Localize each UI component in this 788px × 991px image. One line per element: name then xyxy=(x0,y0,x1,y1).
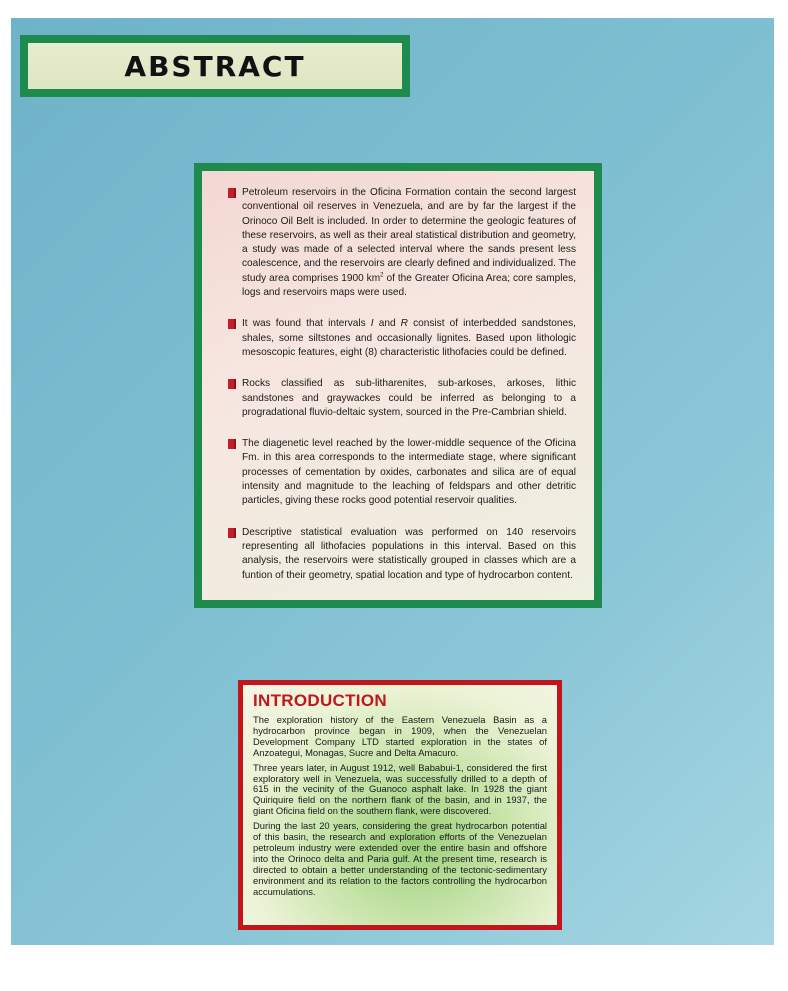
abstract-banner-inner xyxy=(28,43,402,89)
abstract-paragraph-1 xyxy=(228,186,576,300)
abstract-p4-text: The diagenetic level reached by the lower-middle sequence of the Oficina Fm. in this area corresponds to the intermediate stage, where significant processes of cementation by oxides, carbonates and silica are of equal intensity and magnitude to the leaching of feldspars and other detritic particles, giving these rocks good potential reservoir qualities. xyxy=(242,438,576,507)
introduction-title: INTRODUCTION xyxy=(253,691,387,710)
abstract-p1-text-end: of the Greater Oficina Area; core samples, logs and reservoirs maps were used. xyxy=(242,272,576,299)
abstract-content xyxy=(202,171,594,600)
abstract-paragraph-2 xyxy=(228,317,576,360)
bullet-marker-icon xyxy=(228,319,236,329)
introduction-paragraph-1: The exploration history of the Eastern Venezuela Basin as a hydrocarbon province began in 1909, when the Venezuelan Development Company LTD started exploration in the states of Anzoategui, Monagas, Sucre and Delta Amacuro. xyxy=(253,714,547,758)
abstract-box xyxy=(194,163,602,608)
abstract-p1-text: Petroleum reservoirs in the Oficina Formation contain the second largest conventional oil reserves in Venezuela, and are by far the largest if the Orinoco Oil Belt is included. In order to determine the geologic features of these reservoirs, as well as their areal statistical distribution and geometry, a study was made of a selected interval where the sands present less coalescence, and the reservoirs are clearly defined and individualized. The study area comprises 1900 km xyxy=(242,187,576,284)
introduction-content xyxy=(243,685,557,925)
interval-i: I xyxy=(370,318,374,330)
abstract-banner xyxy=(20,35,410,97)
bullet-marker-icon xyxy=(228,439,236,449)
interval-r: R xyxy=(400,318,408,330)
introduction-box xyxy=(238,680,562,930)
abstract-p2-text-b: and xyxy=(373,318,401,330)
abstract-paragraph-3 xyxy=(228,377,576,420)
abstract-paragraph-4 xyxy=(228,437,576,508)
bullet-marker-icon xyxy=(228,188,236,198)
abstract-title: ABSTRACT xyxy=(124,49,306,83)
introduction-paragraph-2: Three years later, in August 1912, well Bababui-1, considered the first exploratory well in Venezuela, was successfully drilled to a depth of 615 in the vecinity of the Guanoco asphalt lake. In 1928 the giant Quiriquire field on the northern flank of the basin, and in 1937, the giant Oficina field on the southern flank, were discovered. xyxy=(253,761,547,817)
bullet-marker-icon xyxy=(228,379,236,389)
abstract-p2-text-a: It was found that intervals xyxy=(242,318,371,330)
abstract-p2-text-c: consist of interbedded sandstones, shales, some siltstones and occasionally lignites. Based upon lithologic mesoscopic features, eight (8) characteristic lithofacies could be defined. xyxy=(242,318,576,358)
abstract-p3-text: Rocks classified as sub-litharenites, sub-arkoses, arkoses, lithic sandstones and graywackes could be inferred as belonging to a progradational fluvio-deltaic system, sourced in the Pre-Cambrian shield. xyxy=(242,378,576,418)
introduction-paragraph-3: During the last 20 years, considering the great hydrocarbon potential of this basin, the research and exploration efforts of the Venezuelan petroleum industry were extended over the entire basin and offshore into the Orinoco delta and Paria gulf. At the present time, research is directed to obtain a better understanding of the tectonic-sedimentary environment and its relation to the factors controlling the hydrocarbon accumulations. xyxy=(253,820,547,897)
bullet-marker-icon xyxy=(228,528,236,538)
abstract-p5-text: Descriptive statistical evaluation was performed on 140 reservoirs representing all lithofacies populations in this interval. Based on this analysis, the reservoirs were statistically grouped in classes which are a funtion of their geometry, spatial location and type of hydrocarbon content. xyxy=(242,526,576,581)
abstract-paragraph-5 xyxy=(228,526,576,583)
superscript: 2 xyxy=(380,272,384,279)
